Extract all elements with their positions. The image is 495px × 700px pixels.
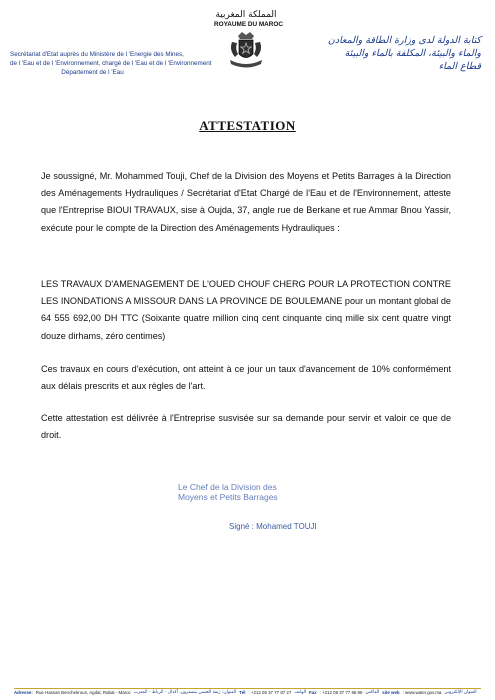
issuer-ar-line-1: كتابة الدولة لدى وزارة الطاقة والمعادن [327,35,481,46]
paragraph-purpose [41,410,451,444]
footer-fax: : +212 05 37 77 86 96 [319,690,363,695]
footer-tel: : +212 05 37 77 87 27 [248,690,292,695]
issuer-line-1: Secrétariat d'Etat auprès du Ministère de l 'Energie des Mines, [10,51,184,58]
document-title: ATTESTATION [199,118,296,133]
footer-fax-arabic: الفاكس [365,690,380,695]
stamp-line-1: Le Chef de la Division des [178,482,277,492]
footer-address: Rue Hassan Benchekroun, Agdal, Rabat - Maroc [35,690,131,695]
issuer-line-3: Département de l 'Eau [61,69,124,76]
stamp-line-2: Moyens et Petits Barrages [178,491,278,502]
issuer-ar-line-3: قطاع الماء [438,61,481,72]
issuer-ar-line-2: والماء والبيئة، المكلفة بالماء والبيئة [344,48,481,59]
paragraph-text: Je soussigné, Mr. Mohammed Touji, Chef de la Division des Moyens et Petits Barrages à la Direction des Aménagements Hydrauliques / Secrétariat d'Etat Chargé de l'Eau et de l'Environnement, atteste que l'Entreprise BIOUI TRAVAUX, sise à Oujda, 37, angle rue de Berkane et rue Ammar Bnou Yassir, exécute pour le compte de la Direction des Aménagements Hydrauliques : [41,171,451,233]
issuer-block-arabic [306,34,481,73]
footer-address-label: Adresse: [14,690,33,695]
paragraph-declaration [41,168,451,237]
footer-web-label: site web [382,690,400,695]
paragraph-works [41,276,451,345]
royal-crest [214,10,283,72]
paragraph-progress [41,361,451,395]
signatory-name: Signé : Mohamed TOUJI [229,522,317,531]
crest-arabic-title: المملكة المغربية [215,10,277,20]
coat-of-arms-icon [226,30,266,72]
paragraph-text: Cette attestation est délivrée à l'Entreprise susvisée sur sa demande pour servir et valoir ce que de droit. [41,413,451,441]
footer-divider [14,688,481,689]
footer-tel-arabic: الهاتف [294,690,306,695]
paragraph-text: Ces travaux en cours d'exécution, ont atteint à ce jour un taux d'avancement de 10% conformément aux délais prescrits et aux règles de l'art. [41,364,451,392]
footer-web-arabic: العنوان الإلكتروني [444,690,477,695]
issuer-line-2: de l 'Eau et de l 'Environnement, chargé de l 'Eau et de l 'Environnement [10,60,212,67]
footer-website[interactable]: : www.water.gov.ma [402,690,442,695]
official-stamp [178,483,328,513]
footer-fax-label: Fax [309,690,317,695]
crest-french-title: ROYAUME DU MAROC [214,21,283,28]
paragraph-text: LES TRAVAUX D'AMENAGEMENT DE L'OUED CHOUF CHERG POUR LA PROTECTION CONTRE LES INONDATIONS A MISSOUR DANS LA PROVINCE DE BOULEMANE pour un montant global de 64 555 692,00 DH TTC (Soixante quatre million cinq cent cinquante cinq mille six cent quatre vingt douze dirhams, zéro centimes) [41,279,451,341]
footer-address-arabic: العنوان: زنقة الحسن بنشقرون، أكدال - الرباط - المغرب [133,690,237,695]
footer-tel-label: Tél [239,690,246,695]
issuer-block-french [10,50,212,77]
footer-contact [14,690,489,695]
